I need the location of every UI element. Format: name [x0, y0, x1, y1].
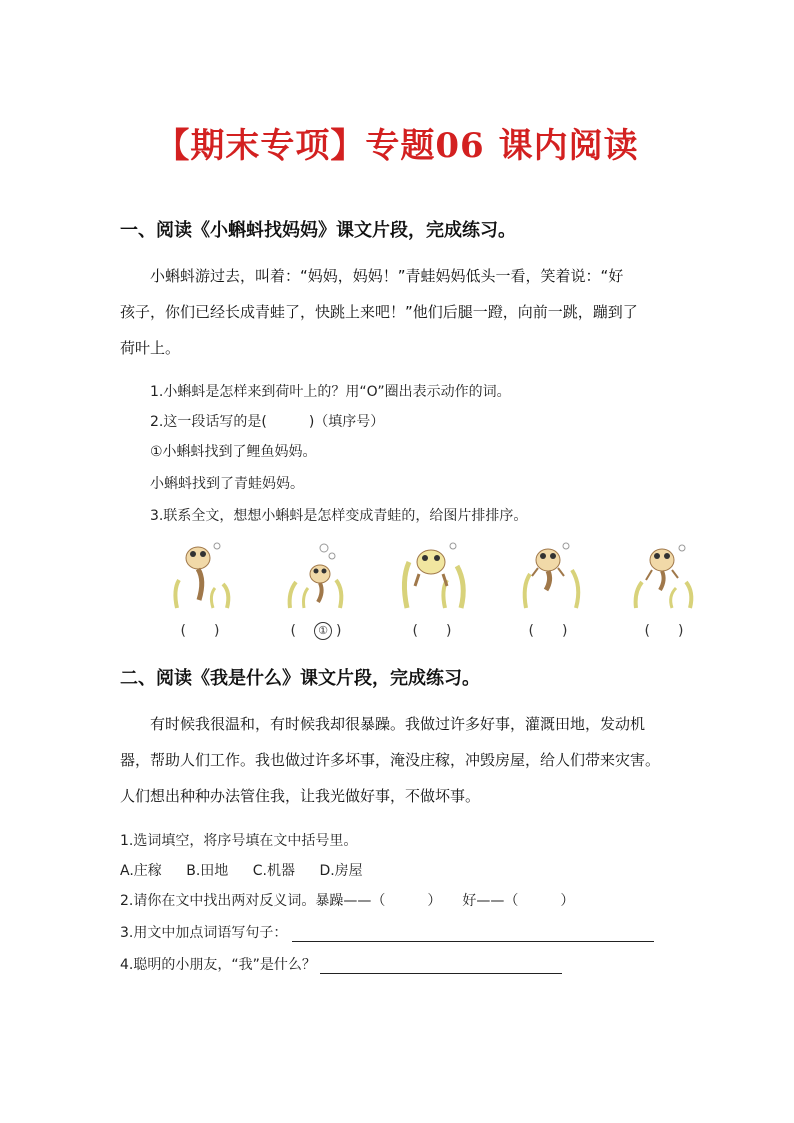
s1-question-2: 2.这一段话写的是( )（填序号） — [150, 414, 385, 430]
s2-para-line3: 人们想出种种办法管住我，让我光做好事，不做坏事。 — [120, 787, 481, 805]
tadpole-image-5 — [628, 540, 708, 610]
s2-word-options — [120, 860, 383, 880]
order-blank-2-open: ( — [290, 623, 310, 639]
section2-heading: 二、阅读《我是什么》课文片段，完成练习。 — [120, 668, 480, 689]
s2-question-3: 3.用文中加点词语写句子： — [120, 925, 288, 941]
s2-question-2: 2.请你在文中找出两对反义词。暴躁——（ ） 好——（ ） — [120, 893, 575, 909]
order-blank-2[interactable] — [276, 620, 356, 640]
s1-question-2-option-1: ①小蝌蚪找到了鲤鱼妈妈。 — [150, 444, 317, 460]
s1-para-line3: 荷叶上。 — [120, 339, 181, 357]
s2-option-c: C.机器 — [252, 863, 295, 879]
s1-para-line2: 孩子，你们已经长成青蛙了，快跳上来吧！”他们后腿一蹬，向前一跳，蹦到了 — [120, 303, 638, 321]
s1-question-2-option-2: 小蝌蚪找到了青蛙妈妈。 — [150, 476, 304, 492]
s2-question-4-row — [120, 954, 562, 974]
section1-passage — [120, 258, 680, 366]
order-blank-5[interactable]: ( ) — [644, 623, 684, 639]
tadpole-image-3 — [395, 540, 475, 610]
section2-passage — [120, 706, 680, 814]
s1-para-line1: 小蝌蚪游过去，叫着：“妈妈，妈妈！”青蛙妈妈低头一看，笑着说：“好 — [150, 267, 624, 285]
s2-question-4: 4.聪明的小朋友，“我”是什么？ — [120, 957, 316, 973]
page-title — [0, 118, 794, 167]
order-blank-1[interactable]: ( ) — [180, 623, 220, 639]
order-blank-2-close: ) — [336, 623, 342, 639]
order-blank-4[interactable]: ( ) — [528, 623, 568, 639]
title-main: 【期末专项】专题06 — [155, 126, 485, 166]
tadpole-image-1 — [165, 540, 245, 610]
s1-question-3: 3.联系全文，想想小蝌蚪是怎样变成青蛙的，给图片排排序。 — [150, 508, 528, 524]
tadpole-image-2 — [280, 540, 360, 610]
s2-option-b: B.田地 — [186, 863, 229, 879]
s2-para-line2: 器，帮助人们工作。我也做过许多坏事，淹没庄稼，冲毁房屋，给人们带来灾害。 — [120, 751, 661, 769]
s2-question-3-answer-line[interactable] — [292, 927, 654, 942]
s2-question-4-answer-line[interactable] — [320, 959, 562, 974]
s2-option-a: A.庄稼 — [120, 863, 162, 879]
s2-question-1: 1.选词填空，将序号填在文中括号里。 — [120, 833, 358, 849]
s2-para-line1: 有时候我很温和，有时候我却很暴躁。我做过许多好事，灌溉田地，发动机 — [150, 715, 646, 733]
tadpole-image-4 — [512, 540, 592, 610]
title-sub: 课内阅读 — [498, 126, 639, 166]
section1-heading: 一、阅读《小蝌蚪找妈妈》课文片段，完成练习。 — [120, 220, 516, 241]
order-blank-2-mark: ① — [314, 622, 332, 640]
s2-question-3-row — [120, 922, 654, 942]
s2-option-d: D.房屋 — [319, 863, 363, 879]
s1-question-1: 1.小蝌蚪是怎样来到荷叶上的？用“O”圈出表示动作的词。 — [150, 384, 511, 400]
order-blank-3[interactable]: ( ) — [412, 623, 452, 639]
